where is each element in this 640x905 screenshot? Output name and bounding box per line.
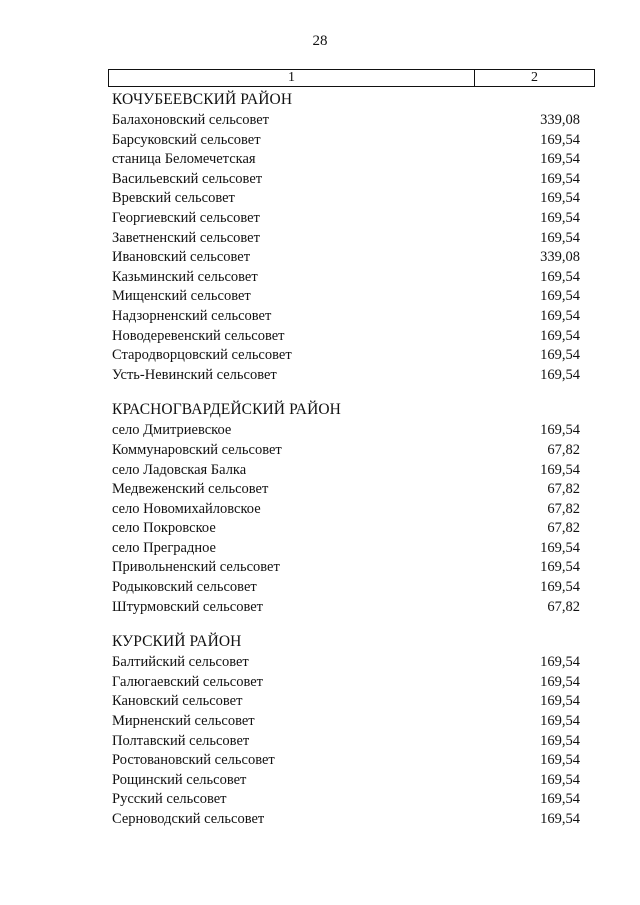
table-row	[112, 346, 580, 366]
settlement-name: Ростовановский сельсовет	[112, 752, 275, 769]
settlement-value: 169,54	[540, 461, 580, 478]
district-title: КРАСНОГВАРДЕЙСКИЙ РАЙОН	[112, 401, 341, 419]
settlement-name: Медвеженский сельсовет	[112, 481, 269, 498]
table-row	[112, 732, 580, 752]
table-row	[112, 558, 580, 578]
settlement-name: село Ладовская Балка	[112, 461, 247, 478]
page-number: 28	[312, 33, 328, 49]
settlement-name: Балтийский сельсовет	[112, 654, 249, 671]
table-row	[112, 653, 580, 673]
table-row	[112, 209, 580, 229]
settlement-value: 169,54	[540, 752, 580, 769]
settlement-name: Стародворцовский сельсовет	[112, 347, 292, 364]
settlement-name: Васильевский сельсовет	[112, 170, 263, 187]
table-row	[112, 598, 580, 618]
settlement-value: 169,54	[540, 366, 580, 383]
table-row	[112, 712, 580, 732]
settlement-name: Полтавский сельсовет	[112, 732, 250, 749]
settlement-name: Георгиевский сельсовет	[112, 209, 260, 226]
settlement-value: 169,54	[540, 151, 580, 168]
table-row	[112, 771, 580, 791]
settlement-name: Мирненский сельсовет	[112, 713, 255, 730]
table-row	[112, 578, 580, 598]
settlement-name: Привольненский сельсовет	[112, 559, 280, 576]
settlement-name: Новодеревенский сельсовет	[112, 327, 285, 344]
settlement-value: 169,54	[540, 771, 580, 788]
settlement-value: 169,54	[540, 654, 580, 671]
table-row	[112, 150, 580, 170]
settlement-value: 169,54	[540, 307, 580, 324]
settlement-value: 169,54	[540, 811, 580, 827]
settlement-value: 169,54	[540, 209, 580, 226]
settlement-name: Родыковский сельсовет	[112, 579, 257, 596]
settlement-name: Кановский сельсовет	[112, 693, 243, 710]
settlement-name: Вревский сельсовет	[112, 190, 235, 207]
settlement-value: 169,54	[540, 131, 580, 148]
table-row	[112, 366, 580, 386]
settlement-value: 339,08	[540, 249, 580, 266]
settlement-value: 67,82	[547, 441, 580, 458]
settlement-name: Балахоновский сельсовет	[112, 112, 270, 128]
settlement-name: село Покровское	[112, 520, 216, 537]
table-row	[112, 441, 580, 461]
district-section	[112, 89, 580, 385]
settlement-value: 169,54	[540, 327, 580, 344]
settlement-value: 67,82	[547, 481, 580, 498]
settlement-value: 169,54	[540, 673, 580, 690]
table-row	[112, 229, 580, 249]
section-gap	[112, 617, 580, 631]
table-row	[112, 248, 580, 268]
table-row	[112, 189, 580, 209]
settlement-name: Ивановский сельсовет	[112, 249, 251, 266]
settlement-value: 169,54	[540, 422, 580, 439]
district-list	[112, 89, 580, 830]
table-row	[112, 539, 580, 559]
table-row	[112, 519, 580, 539]
settlement-name: Барсуковский сельсовет	[112, 131, 261, 148]
settlement-value: 169,54	[540, 732, 580, 749]
settlement-name: Рощинский сельсовет	[112, 771, 247, 788]
table-row	[112, 692, 580, 712]
table-row	[112, 500, 580, 520]
settlement-name: Надзорненский сельсовет	[112, 307, 272, 324]
settlement-value: 169,54	[540, 347, 580, 364]
table-row	[112, 131, 580, 151]
settlement-value: 169,54	[540, 268, 580, 285]
table-row	[112, 480, 580, 500]
settlement-value: 169,54	[540, 288, 580, 305]
table-row	[112, 307, 580, 327]
settlement-name: село Дмитриевское	[112, 422, 232, 439]
settlement-value: 169,54	[540, 713, 580, 730]
settlement-value: 169,54	[540, 693, 580, 710]
district-section	[112, 399, 580, 617]
district-title: КОЧУБЕЕВСКИЙ РАЙОН	[112, 91, 293, 108]
table-row	[112, 421, 580, 441]
table-row	[112, 287, 580, 307]
settlement-value: 169,54	[540, 190, 580, 207]
settlement-value: 169,54	[540, 170, 580, 187]
settlement-value: 169,54	[540, 539, 580, 556]
table-row	[112, 673, 580, 693]
table-row	[112, 268, 580, 288]
settlement-value: 339,08	[540, 112, 580, 128]
district-title: КУРСКИЙ РАЙОН	[112, 633, 242, 651]
settlement-name: Галюгаевский сельсовет	[112, 673, 263, 690]
settlement-value: 169,54	[540, 559, 580, 576]
settlement-name: Русский сельсовет	[112, 791, 227, 808]
column-header-1: 1	[109, 70, 475, 86]
settlement-value: 169,54	[540, 579, 580, 596]
table-row	[112, 751, 580, 771]
settlement-name: Казьминский сельсовет	[112, 268, 258, 285]
settlement-name: Заветненский сельсовет	[112, 229, 260, 246]
district-section	[112, 631, 580, 829]
settlement-value: 67,82	[547, 520, 580, 537]
table-row	[112, 327, 580, 347]
table-row	[112, 461, 580, 481]
settlement-value: 169,54	[540, 229, 580, 246]
settlement-value: 169,54	[540, 791, 580, 808]
table-row	[112, 111, 580, 131]
settlement-name: Усть-Невинский сельсовет	[112, 366, 277, 383]
settlement-value: 67,82	[547, 598, 580, 615]
table-row	[112, 810, 580, 830]
settlement-name: станица Беломечетская	[112, 151, 256, 168]
table-row	[112, 790, 580, 810]
table-header	[108, 69, 595, 87]
settlement-name: Штурмовский сельсовет	[112, 598, 263, 615]
section-gap	[112, 385, 580, 399]
settlement-name: Серноводский сельсовет	[112, 811, 265, 827]
settlement-name: Коммунаровский сельсовет	[112, 441, 282, 458]
settlement-name: село Новомихайловское	[112, 500, 261, 517]
table-row	[112, 170, 580, 190]
column-header-2: 2	[531, 70, 538, 85]
settlement-value: 67,82	[547, 500, 580, 517]
settlement-name: Мищенский сельсовет	[112, 288, 251, 305]
settlement-name: село Преградное	[112, 539, 216, 556]
